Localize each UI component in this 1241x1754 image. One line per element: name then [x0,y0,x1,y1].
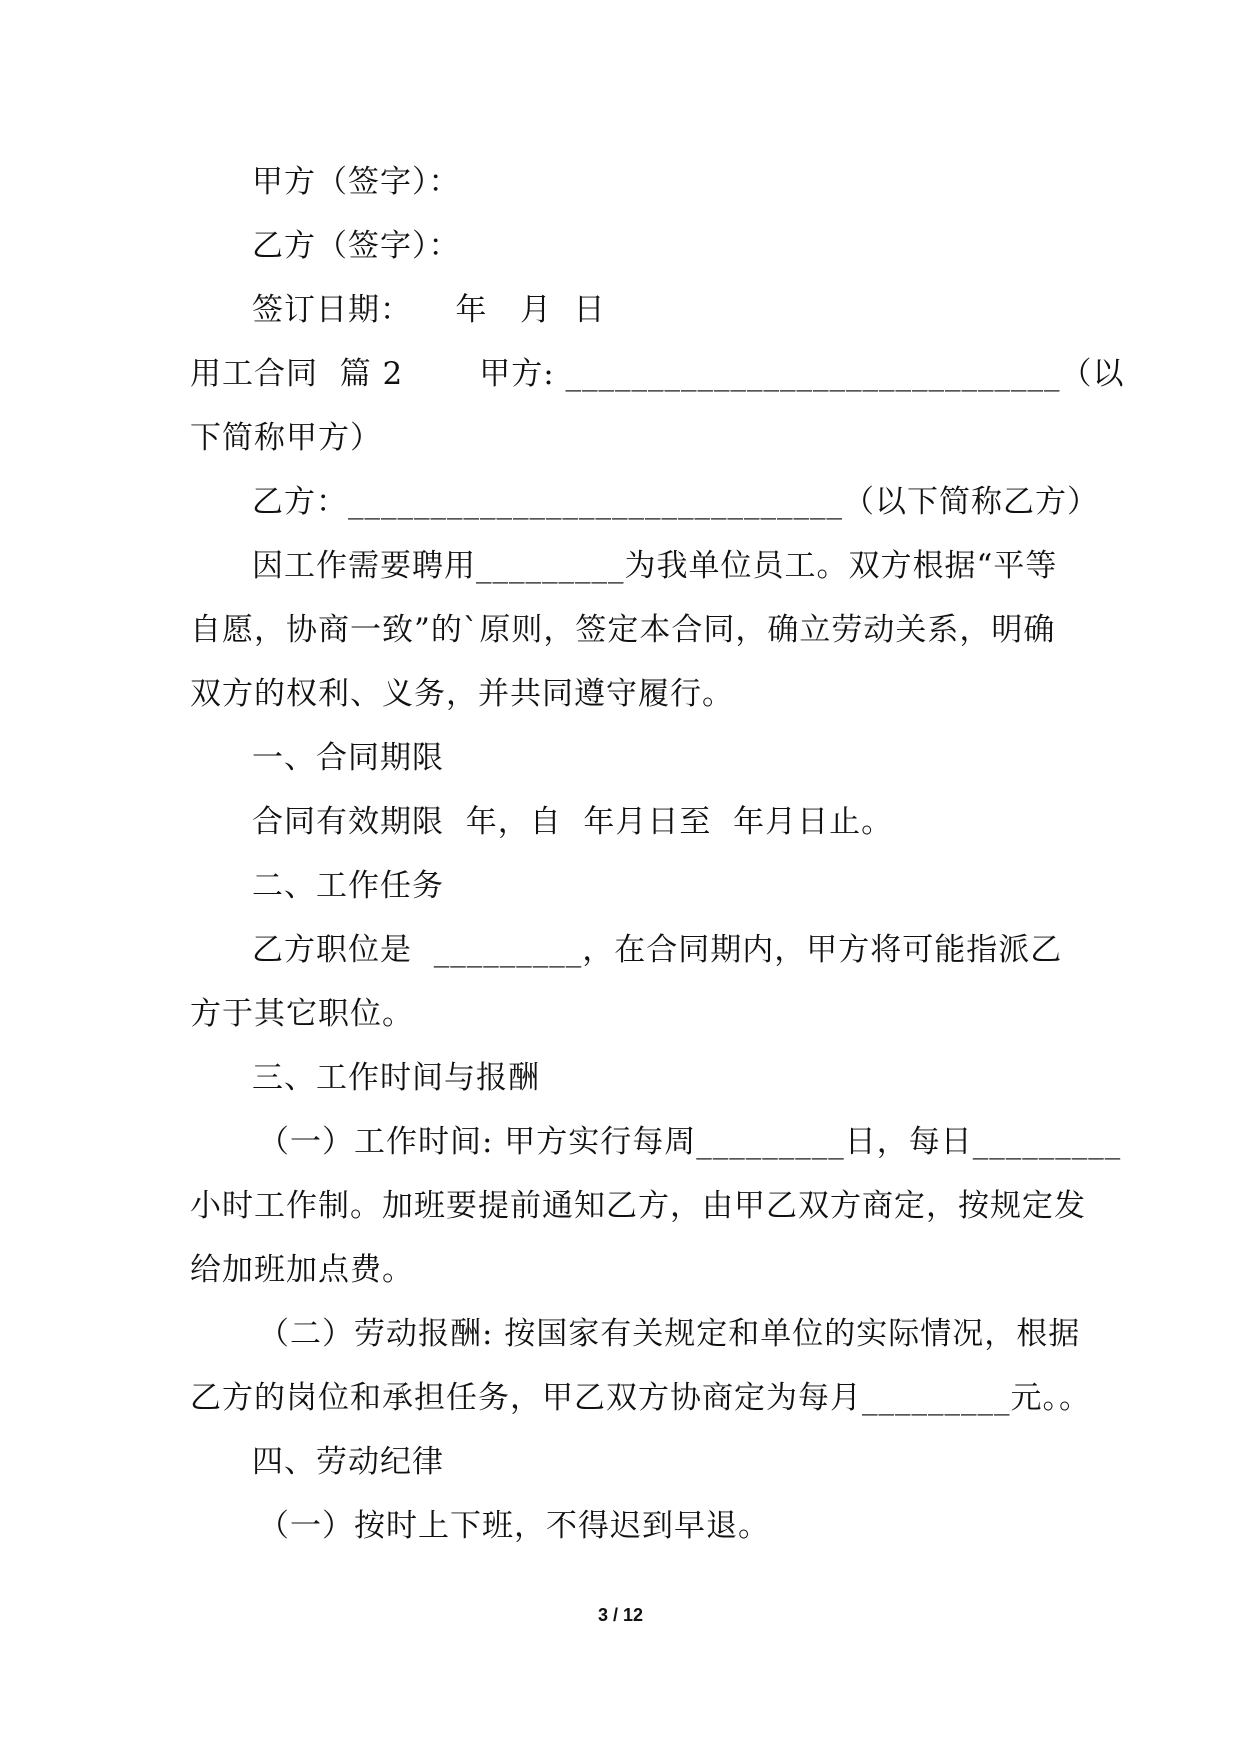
page-number: 3 / 12 [597,1605,644,1625]
paragraph-line: 因工作需要聘用_________为我单位员工。双方根据“平等 [252,548,1058,584]
party-b-signature: 乙方（签字）： [252,228,461,264]
party-a-signature: 甲方（签字）： [252,164,461,200]
paragraph-line: 小时工作制。加班要提前通知乙方，由甲乙双方商定，按规定发 [190,1188,1086,1224]
section-heading: 一、合同期限 [252,740,444,776]
signing-date: 签订日期： 年 月 日 [252,292,606,328]
party-b-line: 乙方：______________________________（以下简称乙方） [252,484,1099,520]
paragraph-line: 给加班加点费。 [190,1252,414,1288]
contract-heading-line: 用工合同 篇 2 甲方: ______________________________（以 [190,356,1125,392]
paragraph-line: 乙方职位是 _________，在合同期内，甲方将可能指派乙 [252,932,1063,968]
paragraph-line: （二）劳动报酬: 按国家有关规定和单位的实际情况，根据 [258,1316,1081,1352]
paragraph-line: （一）工作时间: 甲方实行每周_________日，每日_________ [258,1124,1122,1160]
section-heading: 四、劳动纪律 [252,1444,444,1480]
section-heading: 二、工作任务 [252,868,444,904]
paragraph-line: 乙方的岗位和承担任务，甲乙双方协商定为每月_________元。。 [190,1380,1091,1416]
paragraph-line: 自愿，协商一致”的`原则，签定本合同，确立劳动关系，明确 [190,612,1056,648]
paragraph-line: 下简称甲方） [190,420,382,456]
section-heading: 三、工作时间与报酬 [252,1060,540,1096]
paragraph-line: （一）按时上下班，不得迟到早退。 [258,1508,770,1544]
paragraph-line: 方于其它职位。 [190,996,414,1032]
paragraph-line: 双方的权利、义务，并共同遵守履行。 [190,676,734,712]
paragraph-line: 合同有效期限 年，自 年月日至 年月日止。 [252,804,894,840]
